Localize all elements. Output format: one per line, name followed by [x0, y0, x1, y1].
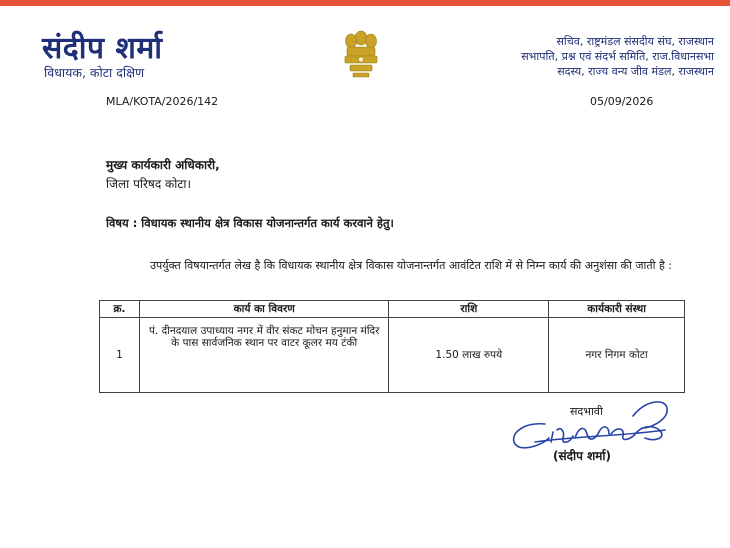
cell-serial: 1 — [100, 318, 140, 393]
header-amount: राशि — [389, 301, 549, 318]
signatory-name: (संदीप शर्मा) — [553, 449, 611, 463]
title-line: सभापति, प्रश्न एवं संदर्भ समिति, राज.विधानसभा — [521, 50, 714, 63]
cell-amount: 1.50 लाख रुपये — [389, 318, 549, 393]
cell-description: पं. दीनदयाल उपाध्याय नगर में वीर संकट मोचन हनुमान मंदिर के पास सार्वजनिक स्थान पर वाटर कूलर मय टंकी — [139, 318, 389, 393]
header-description: कार्य का विवरण — [139, 301, 389, 318]
letter-date: 05/09/2026 — [590, 95, 654, 108]
letterhead-designation: विधायक, कोटा दक्षिण — [44, 65, 145, 80]
addressee-office: जिला परिषद कोटा। — [106, 177, 192, 191]
national-emblem-icon — [338, 28, 384, 82]
addressee-title: मुख्य कार्यकारी अधिकारी, — [106, 158, 220, 172]
letter-subject: विषय : विधायक स्थानीय क्षेत्र विकास योजनान्तर्गत कार्य करवाने हेतु। — [106, 216, 394, 230]
header-agency: कार्यकारी संस्था — [549, 301, 685, 318]
top-accent-bar — [0, 0, 730, 6]
works-table — [99, 300, 685, 393]
closing-salutation: सदभावी — [570, 405, 603, 418]
table-row — [100, 318, 685, 393]
letter-body: उपर्युक्त विषयान्तर्गत लेख है कि विधायक स्थानीय क्षेत्र विकास योजनान्तर्गत आवंटित राशि में से निम्न कार्य की अनुशंसा की जाती है : — [150, 259, 673, 272]
header-serial: क्र. — [100, 301, 140, 318]
title-line: सचिव, राष्ट्रमंडल संसदीय संघ, राजस्थान — [556, 35, 714, 48]
letterhead-titles — [521, 34, 714, 79]
table-header-row — [100, 301, 685, 318]
cell-agency: नगर निगम कोटा — [549, 318, 685, 393]
letterhead-name: संदीप शर्मा — [42, 31, 163, 66]
reference-number: MLA/KOTA/2026/142 — [106, 95, 219, 108]
title-line: सदस्य, राज्य वन्य जीव मंडल, राजस्थान — [557, 65, 714, 78]
